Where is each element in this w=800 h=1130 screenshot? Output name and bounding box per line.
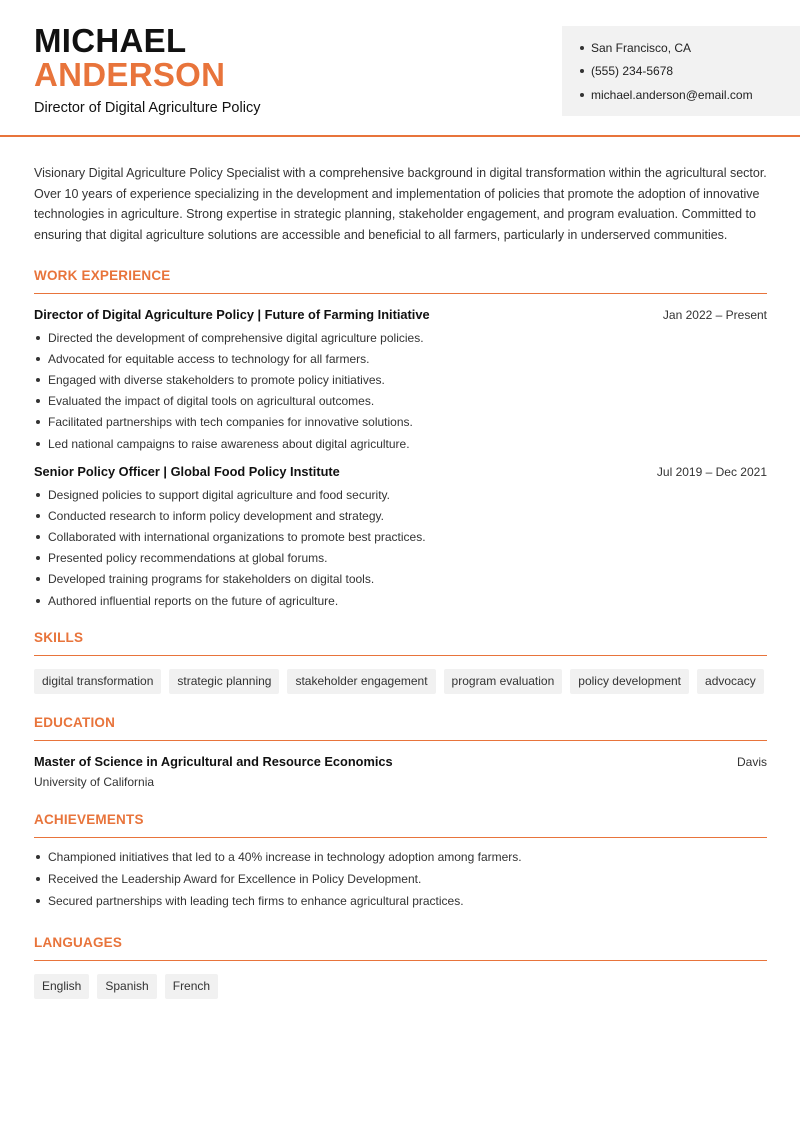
job-role: Director of Digital Agriculture Policy | Future of Farming Initiative <box>34 307 430 322</box>
skill-chip: stakeholder engagement <box>287 669 435 694</box>
education-location: Davis <box>736 755 767 770</box>
work-heading: WORK EXPERIENCE <box>34 268 171 283</box>
skill-chip: program evaluation <box>444 669 563 694</box>
job-entry <box>34 307 767 454</box>
education-section <box>34 715 767 789</box>
list-item-text: Championed initiatives that led to a 40% increase in technology adoption among farmers. <box>48 850 522 865</box>
achievements-heading: ACHIEVEMENTS <box>34 812 144 828</box>
job-role: Senior Policy Officer | Global Food Policy Institute <box>34 464 340 480</box>
resume-body <box>34 163 767 999</box>
bullet-icon <box>36 899 40 903</box>
bullet-icon <box>36 378 40 382</box>
contact-email[interactable] <box>580 83 800 107</box>
job-bullets <box>34 484 767 611</box>
bullet-icon <box>36 442 40 446</box>
list-item <box>34 433 767 454</box>
list-item <box>34 348 767 369</box>
bullet-icon <box>36 514 40 518</box>
list-item <box>34 505 767 526</box>
language-chips <box>34 974 767 999</box>
achievements-list <box>34 846 767 912</box>
contact-location <box>580 36 800 60</box>
list-item-text: Authored influential reports on the future of agriculture. <box>48 593 339 608</box>
resume-header <box>0 0 800 137</box>
list-item-text: Advocated for equitable access to technology for all farmers. <box>48 351 370 366</box>
section-divider <box>34 293 767 294</box>
skills-heading: SKILLS <box>34 630 84 646</box>
list-item-text: Directed the development of comprehensive digital agriculture policies. <box>48 330 424 345</box>
job-dates: Jul 2019 – Dec 2021 <box>656 465 767 480</box>
languages-heading: LANGUAGES <box>34 935 123 951</box>
language-chip: Spanish <box>97 974 156 999</box>
job-title: Director of Digital Agriculture Policy <box>34 100 261 116</box>
job-bullets <box>34 327 767 454</box>
section-divider <box>34 655 767 656</box>
list-item-text: Presented policy recommendations at global forums. <box>48 551 328 566</box>
list-item <box>34 548 767 569</box>
list-item <box>34 890 767 912</box>
bullet-icon <box>36 877 40 881</box>
skill-chip: advocacy <box>697 669 764 694</box>
school: University of California <box>34 775 155 790</box>
bullet-icon <box>36 599 40 603</box>
skills-chips <box>34 669 767 694</box>
skills-section <box>34 630 767 694</box>
education-heading: EDUCATION <box>34 715 116 731</box>
summary: Visionary Digital Agriculture Policy Specialist with a comprehensive background in digital transformation within the agricultural sector. Over 10 years of experience specializing in the development and implementation of policies that promote the adoption of innovative technologies in agriculture. Strong expertise in strategic planning, stakeholder engagement, and program evaluation. Committed to ensuring that digital agriculture solutions are accessible and beneficial to all farmers, particularly in underserved communities. <box>34 166 767 242</box>
list-item-text: Secured partnerships with leading tech firms to enhance agricultural practices. <box>48 894 464 909</box>
bullet-icon <box>36 493 40 497</box>
skill-chip: digital transformation <box>34 669 161 694</box>
last-name: ANDERSON <box>34 56 226 93</box>
section-divider <box>34 960 767 961</box>
list-item <box>34 327 767 348</box>
list-item <box>34 590 767 611</box>
bullet-icon <box>580 69 584 73</box>
section-divider <box>34 740 767 741</box>
list-item-text: Developed training programs for stakeholders on digital tools. <box>48 572 375 587</box>
bullet-icon <box>36 420 40 424</box>
bullet-icon <box>36 556 40 560</box>
degree: Master of Science in Agricultural and Resource Economics <box>34 754 393 770</box>
bullet-icon <box>36 535 40 539</box>
contact-phone-text: (555) 234-5678 <box>591 64 674 79</box>
list-item-text: Evaluated the impact of digital tools on agricultural outcomes. <box>48 394 375 409</box>
language-chip: French <box>165 974 218 999</box>
list-item-text: Received the Leadership Award for Excellence in Policy Development. <box>48 872 422 887</box>
list-item <box>34 412 767 433</box>
bullet-icon <box>36 577 40 581</box>
list-item-text: Facilitated partnerships with tech companies for innovative solutions. <box>48 415 413 430</box>
list-item <box>34 527 767 548</box>
list-item-text: Conducted research to inform policy development and strategy. <box>48 508 384 523</box>
list-item <box>34 484 767 505</box>
list-item <box>34 846 767 868</box>
contact-phone <box>580 60 800 84</box>
list-item <box>34 868 767 890</box>
job-dates: Jan 2022 – Present <box>662 308 767 322</box>
contact-email-text[interactable]: michael.anderson@email.com <box>591 87 753 102</box>
skill-chip: policy development <box>570 669 689 694</box>
bullet-icon <box>36 336 40 340</box>
job-entry <box>34 464 767 611</box>
work-section <box>34 268 767 611</box>
first-name: MICHAEL <box>34 22 187 59</box>
bullet-icon <box>580 46 584 50</box>
bullet-icon <box>36 855 40 859</box>
education-entry <box>34 754 767 789</box>
list-item-text: Engaged with diverse stakeholders to promote policy initiatives. <box>48 372 385 387</box>
list-item-text: Designed policies to support digital agriculture and food security. <box>48 487 390 502</box>
bullet-icon <box>36 399 40 403</box>
contact-location-text: San Francisco, CA <box>591 40 692 55</box>
skill-chip: strategic planning <box>169 669 279 694</box>
list-item-text: Led national campaigns to raise awareness about digital agriculture. <box>48 436 410 451</box>
list-item-text: Collaborated with international organizations to promote best practices. <box>48 530 426 545</box>
language-chip: English <box>34 974 89 999</box>
achievements-section <box>34 812 767 912</box>
list-item <box>34 391 767 412</box>
list-item <box>34 369 767 390</box>
bullet-icon <box>580 93 584 97</box>
bullet-icon <box>36 357 40 361</box>
contact-box <box>562 26 800 116</box>
languages-section <box>34 935 767 999</box>
section-divider <box>34 837 767 838</box>
list-item <box>34 569 767 590</box>
